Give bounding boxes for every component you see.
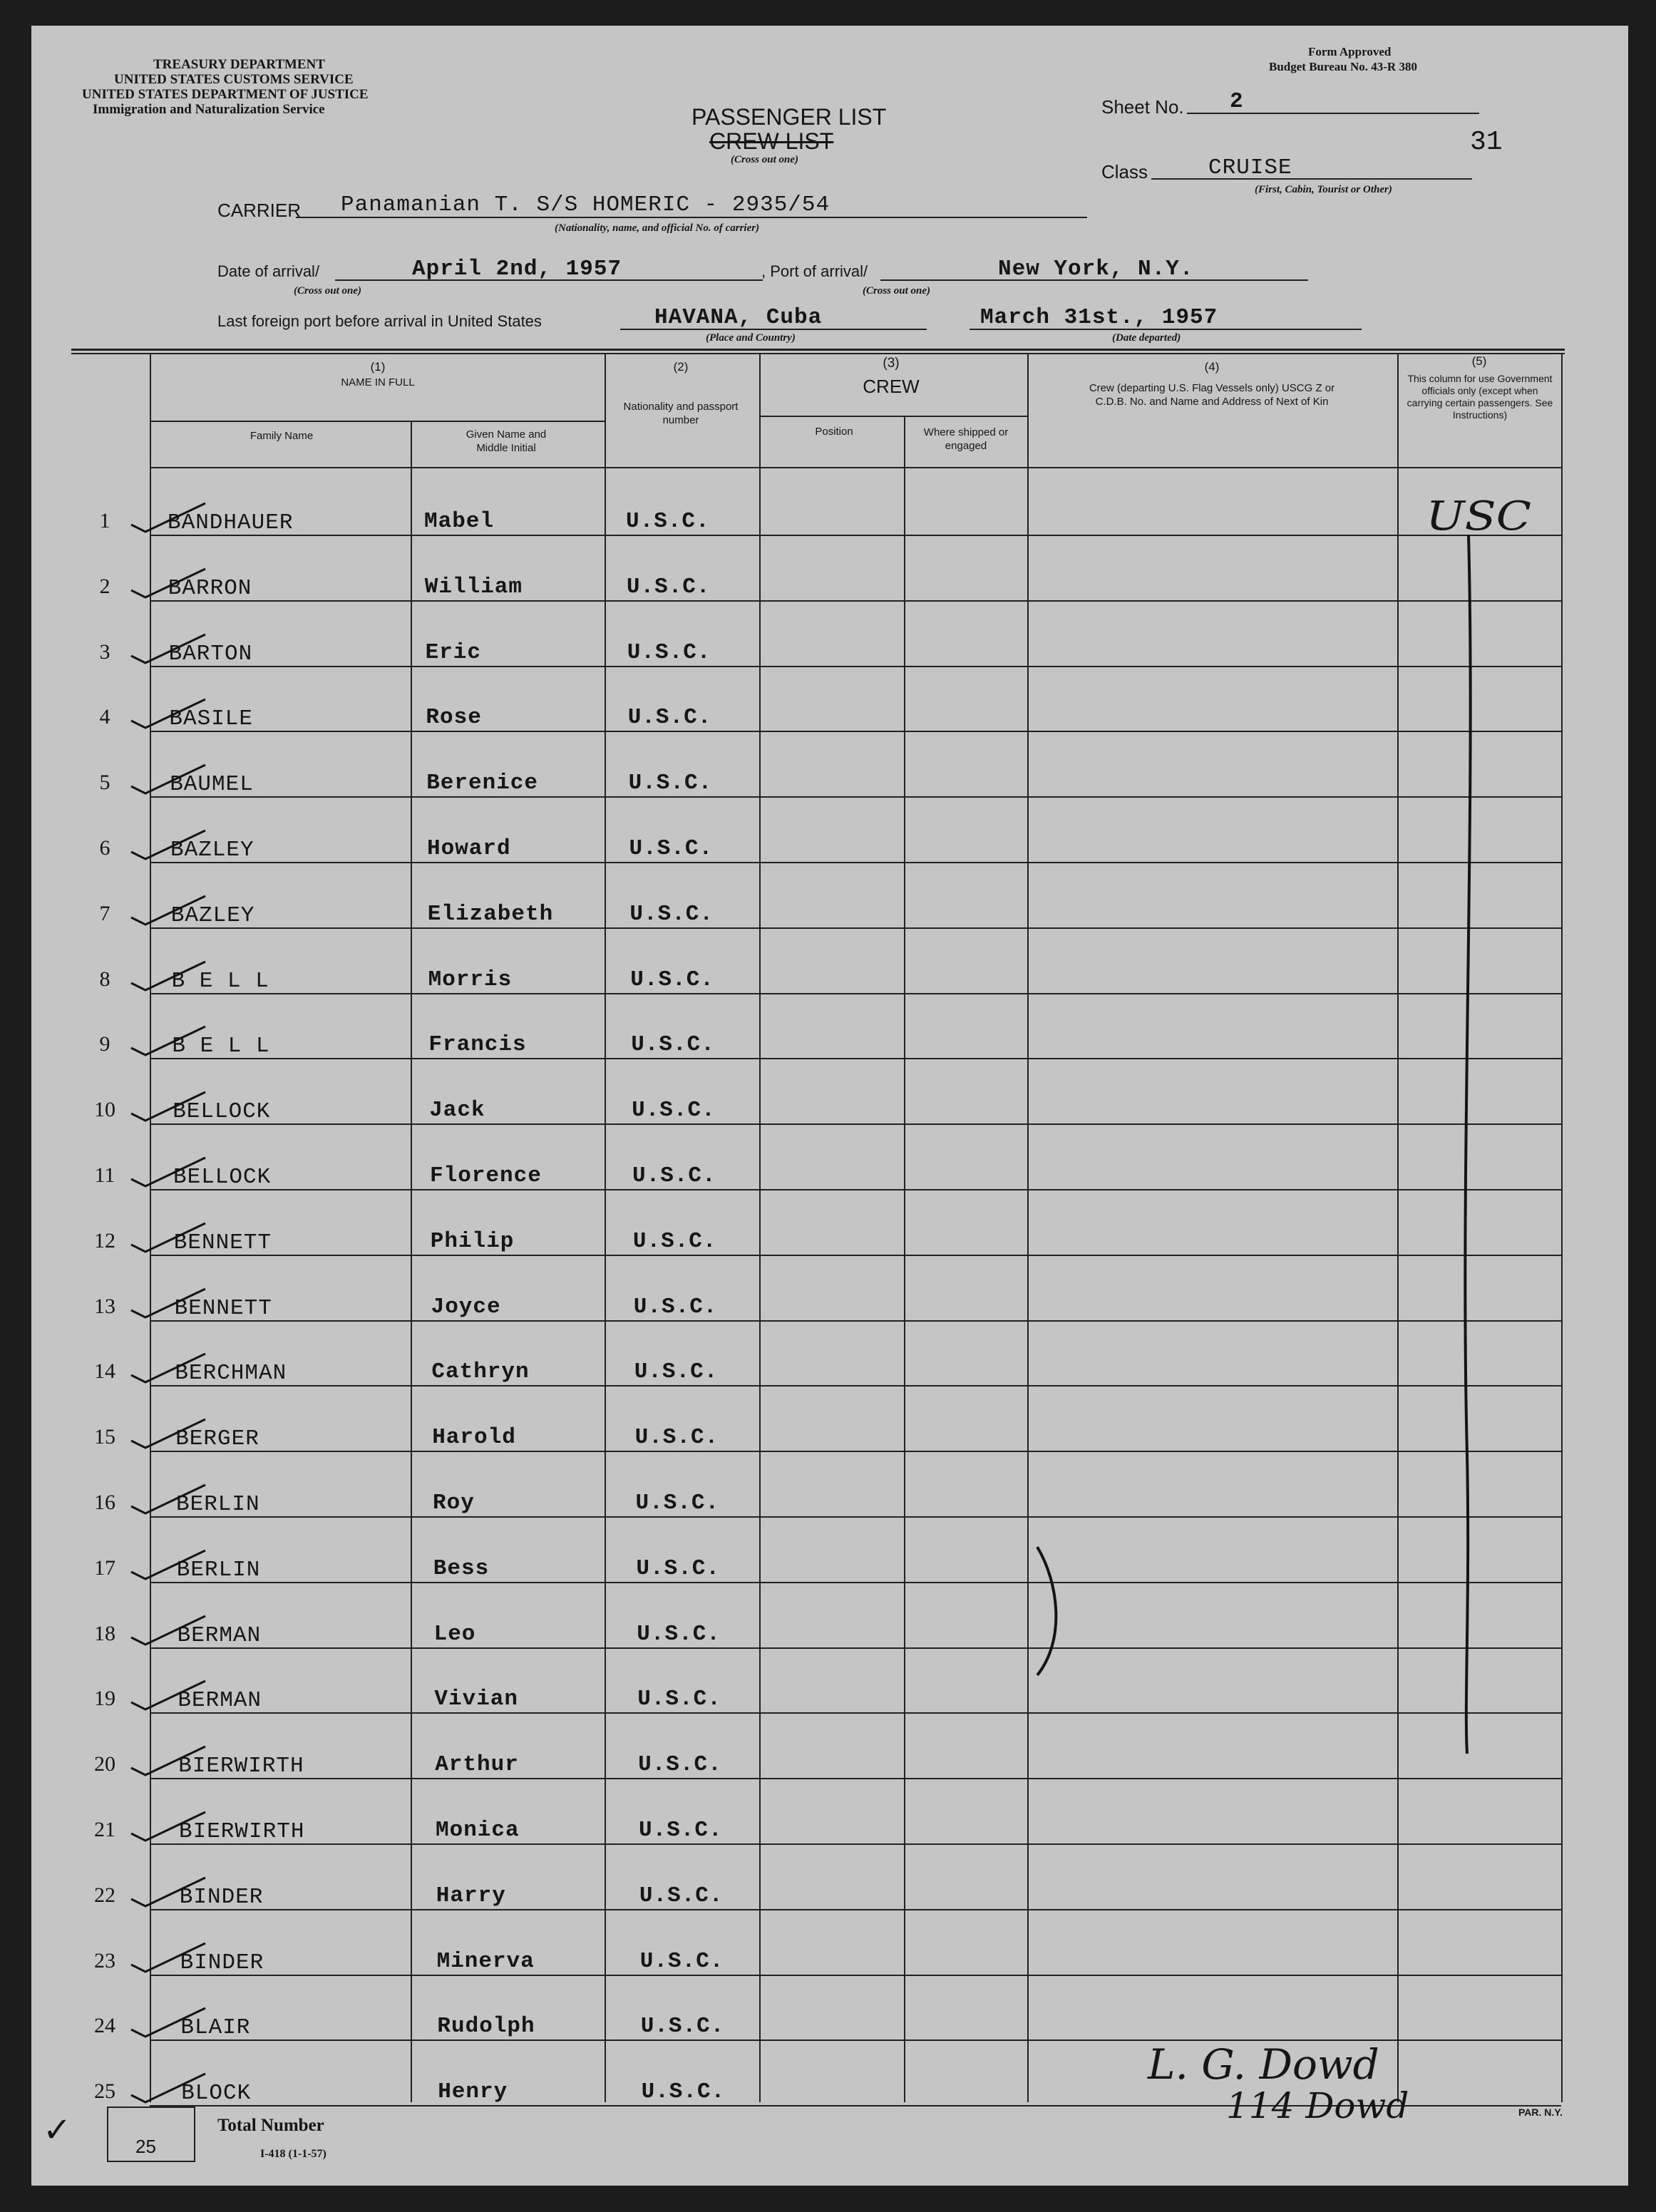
col5-handwritten-usc: USC [1426,493,1532,540]
family-name: BAUMEL [170,772,254,798]
title-passenger: PASSENGER LIST [691,104,887,130]
check-tick [127,1220,212,1256]
check-tick [127,1678,212,1714]
agency-line-2: UNITED STATES CUSTOMS SERVICE [114,72,354,87]
row-number: 12 [94,1228,115,1252]
given-name: Mabel [424,509,495,534]
check-tick [127,1875,212,1910]
arrival-cross-caption: (Cross out one) [294,285,362,297]
carrier-label: CARRIER [217,200,302,221]
cross-out-caption: (Cross out one) [731,154,799,165]
nationality: U.S.C. [627,639,711,665]
budget-bureau: Budget Bureau No. 43-R 380 [1269,60,1417,73]
given-name: Roy [433,1491,475,1516]
col-divider-4 [759,354,761,2102]
check-tick [127,1416,212,1452]
check-mark: ✓ [43,2110,72,2150]
sheet-label: Sheet No. [1101,96,1184,118]
row-number: 18 [94,1621,115,1645]
nationality: U.S.C. [634,1425,719,1451]
given-name: Leo [433,1621,476,1647]
nationality: U.S.C. [636,1555,721,1581]
given-name: Morris [428,967,513,992]
row-rule [150,1385,1561,1387]
family-name: BENNETT [173,1230,272,1255]
row-rule [150,535,1561,536]
table-top-rule-2 [71,353,1565,354]
given-name: Berenice [426,771,539,796]
check-tick [127,2071,212,2106]
given-name: Florence [430,1163,542,1188]
row-number: 9 [99,1032,110,1056]
given-name: Henry [438,2079,508,2105]
given-name: Elizabeth [427,901,554,927]
row-number: 15 [94,1425,115,1449]
family-name: BERMAN [177,1622,262,1648]
nationality: U.S.C. [639,1883,724,1908]
check-tick [127,1809,212,1845]
form-id: I-418 (1-1-57) [260,2148,326,2160]
family-name: BINDER [179,1884,264,1910]
row-rule [150,796,1561,798]
check-tick [127,500,212,536]
c3-num: (3) [883,356,900,371]
row-number: 5 [99,771,110,795]
port-value: New York, N.Y. [998,257,1194,282]
table-top-rule [71,349,1565,351]
family-name: BENNETT [174,1295,272,1321]
nationality: U.S.C. [631,1032,715,1058]
family-name: BLOCK [181,2081,252,2106]
col-divider-5 [904,416,905,2102]
given-name: Minerva [436,1948,535,1974]
header-bottom-rule [150,467,1561,468]
c4-num: (4) [1204,360,1220,374]
row-rule [150,1058,1561,1059]
row-rule [150,1582,1561,1583]
col-divider-7 [1397,354,1399,2102]
row-number: 10 [94,1098,115,1122]
check-tick [127,959,212,994]
departed-value: March 31st., 1957 [980,305,1218,330]
family-name: BERMAN [178,1688,262,1714]
nationality: U.S.C. [632,1098,716,1123]
agency-line-3: UNITED STATES DEPARTMENT OF JUSTICE [82,87,369,102]
check-tick [127,2005,212,2041]
row-number: 25 [94,2079,115,2104]
col-divider-6 [1027,354,1029,2102]
last-port-caption: (Place and Country) [706,332,796,344]
name-subhead-rule [150,421,605,422]
nationality: U.S.C. [632,1228,717,1254]
class-label: Class [1101,161,1148,182]
row-rule [150,1909,1561,1910]
check-tick [127,566,212,602]
nationality: U.S.C. [628,771,713,796]
family-name: BAZLEY [170,902,255,928]
col-divider-3 [605,354,606,2102]
row-number: 4 [99,705,110,729]
nationality: U.S.C. [639,1818,723,1843]
row-number: 6 [99,836,110,860]
given-name: Philip [430,1228,515,1254]
form-approved: Form Approved [1308,45,1392,58]
nationality: U.S.C. [635,1491,720,1516]
row-number: 14 [94,1359,115,1384]
nationality: U.S.C. [638,1752,722,1778]
nationality: U.S.C. [640,2014,725,2039]
class-value: CRUISE [1208,155,1292,180]
nationality: U.S.C. [626,509,710,534]
given-name: Rudolph [437,2014,535,2039]
check-tick [127,1482,212,1518]
nationality: U.S.C. [639,1948,724,1974]
check-tick [127,1155,212,1190]
row-rule [150,1451,1561,1452]
col-divider-2 [411,421,412,2102]
arrival-value: April 2nd, 1957 [412,257,622,282]
signature: L. G. Dowd [1148,2040,1379,2089]
row-rule [150,1975,1561,1976]
carrier-caption: (Nationality, name, and official No. of carrier) [555,222,760,234]
check-tick [127,1548,212,1583]
given-name: Cathryn [431,1359,530,1385]
check-tick [127,828,212,863]
row-rule [150,1516,1561,1518]
c4-title: Crew (departing U.S. Flag Vessels only) USCG Z or C.D.B. No. and Name and Address of Next of Kin [1089,382,1335,408]
c2-num: (2) [673,360,689,374]
family-name-head: Family Name [250,430,314,442]
row-rule [150,1647,1561,1649]
row-rule [150,1123,1561,1125]
title-crew: CREW LIST [709,128,834,154]
port-cross-caption: (Cross out one) [863,285,931,297]
family-name: BARRON [168,575,252,601]
row-number: 1 [99,509,110,533]
row-rule [150,993,1561,994]
row-number: 8 [99,967,110,991]
given-name: Joyce [431,1294,501,1320]
row-number: 21 [94,1818,115,1841]
family-name: B E L L [171,968,269,994]
row-rule [150,1189,1561,1190]
c1-title: NAME IN FULL [341,376,415,389]
row-number: 16 [94,1491,115,1514]
check-tick [127,762,212,798]
given-name: Bess [433,1555,490,1581]
row-rule [150,1255,1561,1256]
class-caption: (First, Cabin, Tourist or Other) [1255,184,1392,195]
given-name: Harry [436,1883,506,1908]
nationality: U.S.C. [633,1294,718,1320]
given-name: William [424,574,523,600]
check-tick [127,1744,212,1779]
row-number: 7 [99,901,110,925]
given-name: Harold [432,1425,516,1451]
check-tick [127,1286,212,1322]
row-rule [150,1778,1561,1779]
family-name: BINDER [180,1950,264,1975]
row-rule [150,927,1561,929]
row-number: 13 [94,1294,115,1318]
row-number: 3 [99,639,110,664]
row-rule [150,1712,1561,1714]
given-name-head: Given Name and Middle Initial [466,428,547,454]
bracket-mark [1030,1540,1080,1682]
family-name: BIERWIRTH [179,1819,305,1844]
given-name: Monica [436,1818,520,1843]
family-name: B E L L [172,1034,270,1059]
family-name: BANDHAUER [168,510,294,535]
row-number: 19 [94,1687,115,1711]
given-name: Arthur [435,1752,519,1778]
check-tick [127,1089,212,1125]
c1-num: (1) [370,360,386,374]
family-name: BELLOCK [173,1099,271,1125]
total-label: Total Number [217,2116,324,2135]
position-head: Position [815,426,853,438]
given-name: Jack [429,1098,485,1123]
nationality: U.S.C. [626,574,711,600]
check-tick [127,1024,212,1059]
nationality: U.S.C. [632,1163,716,1188]
row-number: 20 [94,1752,115,1776]
nationality: U.S.C. [634,1359,719,1385]
given-name: Rose [426,705,482,731]
family-name: BARTON [168,641,253,667]
family-name: BERLIN [176,1557,261,1583]
row-rule [150,666,1561,667]
given-name: Howard [427,836,511,861]
row-rule [150,600,1561,602]
check-tick [127,1940,212,1976]
family-name: BAZLEY [170,838,254,863]
family-name: BERGER [175,1426,259,1452]
nationality: U.S.C. [637,1687,721,1712]
row-rule [150,1843,1561,1845]
c3-title: CREW [863,376,920,397]
row-number: 11 [94,1163,115,1187]
row-rule [150,731,1561,732]
given-name: Francis [428,1032,527,1058]
family-name: BERLIN [176,1492,260,1517]
family-name: BASILE [169,706,254,732]
row-number: 24 [94,2014,115,2038]
check-tick [127,632,212,667]
departed-caption: (Date departed) [1112,332,1181,344]
family-name: BERCHMAN [175,1361,287,1387]
row-number: 23 [94,1948,115,1972]
family-name: BIERWIRTH [178,1754,304,1779]
port-label: , Port of arrival/ [761,262,868,280]
agency-line-1: TREASURY DEPARTMENT [153,57,325,72]
given-name: Vivian [434,1687,519,1712]
given-name: Eric [425,639,482,665]
carrier-value: Panamanian T. S/S HOMERIC - 2935/54 [341,192,830,217]
check-tick [127,1351,212,1387]
nationality: U.S.C. [629,901,714,927]
sheet-value: 2 [1230,89,1244,114]
arrival-label: Date of arrival/ [217,262,320,280]
last-port-value: HAVANA, Cuba [654,305,823,330]
col5-ditto-stroke [1454,528,1504,1768]
row-number: 22 [94,1883,115,1907]
c5-title: This column for use Government officials only (except when carrying certain passengers. See Instructions) [1406,373,1553,421]
signature-line2: 114 Dowd [1226,2085,1409,2126]
class-line [1151,178,1472,180]
nationality: U.S.C. [637,1621,721,1647]
nationality: U.S.C. [627,705,712,731]
check-tick [127,1613,212,1649]
check-tick [127,696,212,732]
last-port-label: Last foreign port before arrival in United States [217,312,542,330]
row-number: 17 [94,1555,115,1580]
row-rule [150,862,1561,863]
par-ny: PAR. N.Y. [1518,2106,1563,2118]
c2-title: Nationality and passport number [623,401,739,426]
nationality: U.S.C. [641,2079,726,2105]
family-name: BELLOCK [173,1165,272,1190]
where-shipped-head: Where shipped or engaged [923,426,1009,452]
check-tick [127,893,212,929]
row-number: 2 [99,574,110,598]
page-number: 31 [1470,127,1503,158]
nationality: U.S.C. [629,836,714,861]
crew-subhead-rule [759,416,1027,417]
row-rule [150,1320,1561,1322]
col-divider-8 [1561,354,1563,2102]
c5-num: (5) [1471,354,1487,368]
nationality: U.S.C. [630,967,714,992]
family-name: BLAIR [180,2015,251,2041]
total-value: 25 [135,2136,156,2157]
agency-line-4: Immigration and Naturalization Service [93,102,325,117]
